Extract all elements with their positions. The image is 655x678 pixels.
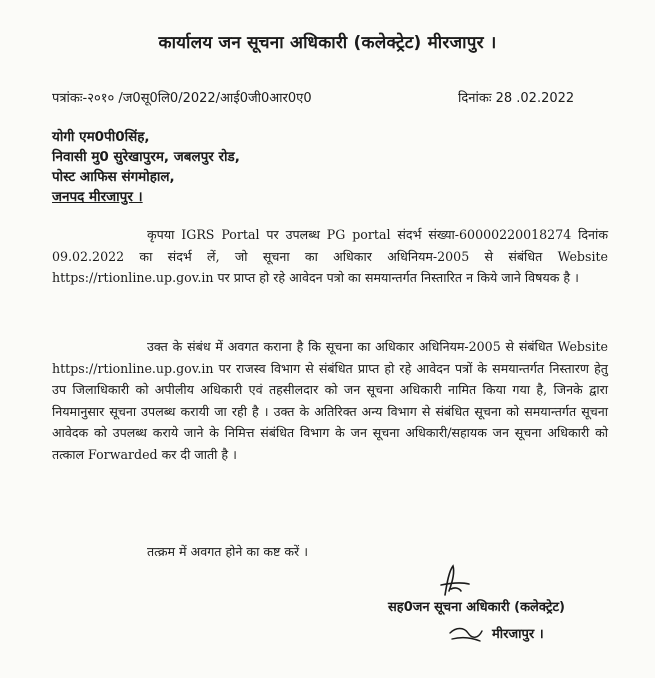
addressee-residence: निवासी मु0 सुरेखापुरम, जबलपुर रोड, — [52, 149, 240, 165]
body-paragraph-2: उक्त के संबंध में अवगत कराना है कि सूचना का अधिकार अधिनियम-2005 से संबंधित Website https://rtionline.up.gov.in पर राजस्व विभाग से संबंधित प्राप्त हो रहे आवेदन पत्रों के समयान्तर्गत निस्तारण हेतु उप जिलाधिकारी को अपीलीय अधिकारी एवं तहसीलदार को जन सूचना अधिकारी नामित किया गया है, जिनके द्वारा नियमानुसार सूचना उपलब्ध करायी जा रही है । उक्त के अतिरिक्त अन्य विभाग से संबंधित सूचना को समयान्तर्गत सूचना आवेदक को उपलब्ध कराये जाने के निमित्त संबंधित विभाग के जन सूचना अधिकारी/सहायक जन सूचना अधिकारी को तत्काल Forwarded कर दी जाती है । — [52, 339, 608, 462]
handwritten-signature — [425, 563, 485, 599]
addressee-post-office: पोस्ट आफिस संगमोहाल, — [52, 169, 175, 185]
addressee-district: जनपद मीरजापुर । — [52, 189, 143, 205]
signatory-designation: सह0जन सूचना अधिकारी (कलेक्ट्रेट) — [388, 600, 565, 615]
office-title: कार्यालय जन सूचना अधिकारी (कलेक्ट्रेट) मीरजापुर । — [158, 33, 497, 53]
body-paragraph-1: कृपया IGRS Portal पर उपलब्ध PG portal संदर्भ संख्या-60000220018274 दिनांक 09.02.2022 का संदर्भ लें, जो सूचना का अधिकार अधिनियम-2005 से संबंधित Website https://rtionline.up.gov.in पर प्राप्त हो रहे आवेदन पत्रो का समयान्तर्गत निस्तारित न किये जाने विषयक है । — [52, 227, 608, 285]
initial-mark — [446, 623, 486, 645]
body-paragraph-3: तत्क्रम में अवगत होने का कष्ट करें । — [147, 544, 308, 559]
letter-date: दिनांकः 28 .02.2022 — [458, 91, 575, 106]
addressee-block — [52, 127, 240, 207]
signatory-place: मीरजापुर । — [492, 627, 544, 642]
reference-number: पत्रांकः-२०१० /ज0सू0लि0/2022/आई0जी0आर0ए0 — [52, 91, 312, 106]
addressee-name: योगी एम0पी0सिंह, — [52, 129, 150, 145]
